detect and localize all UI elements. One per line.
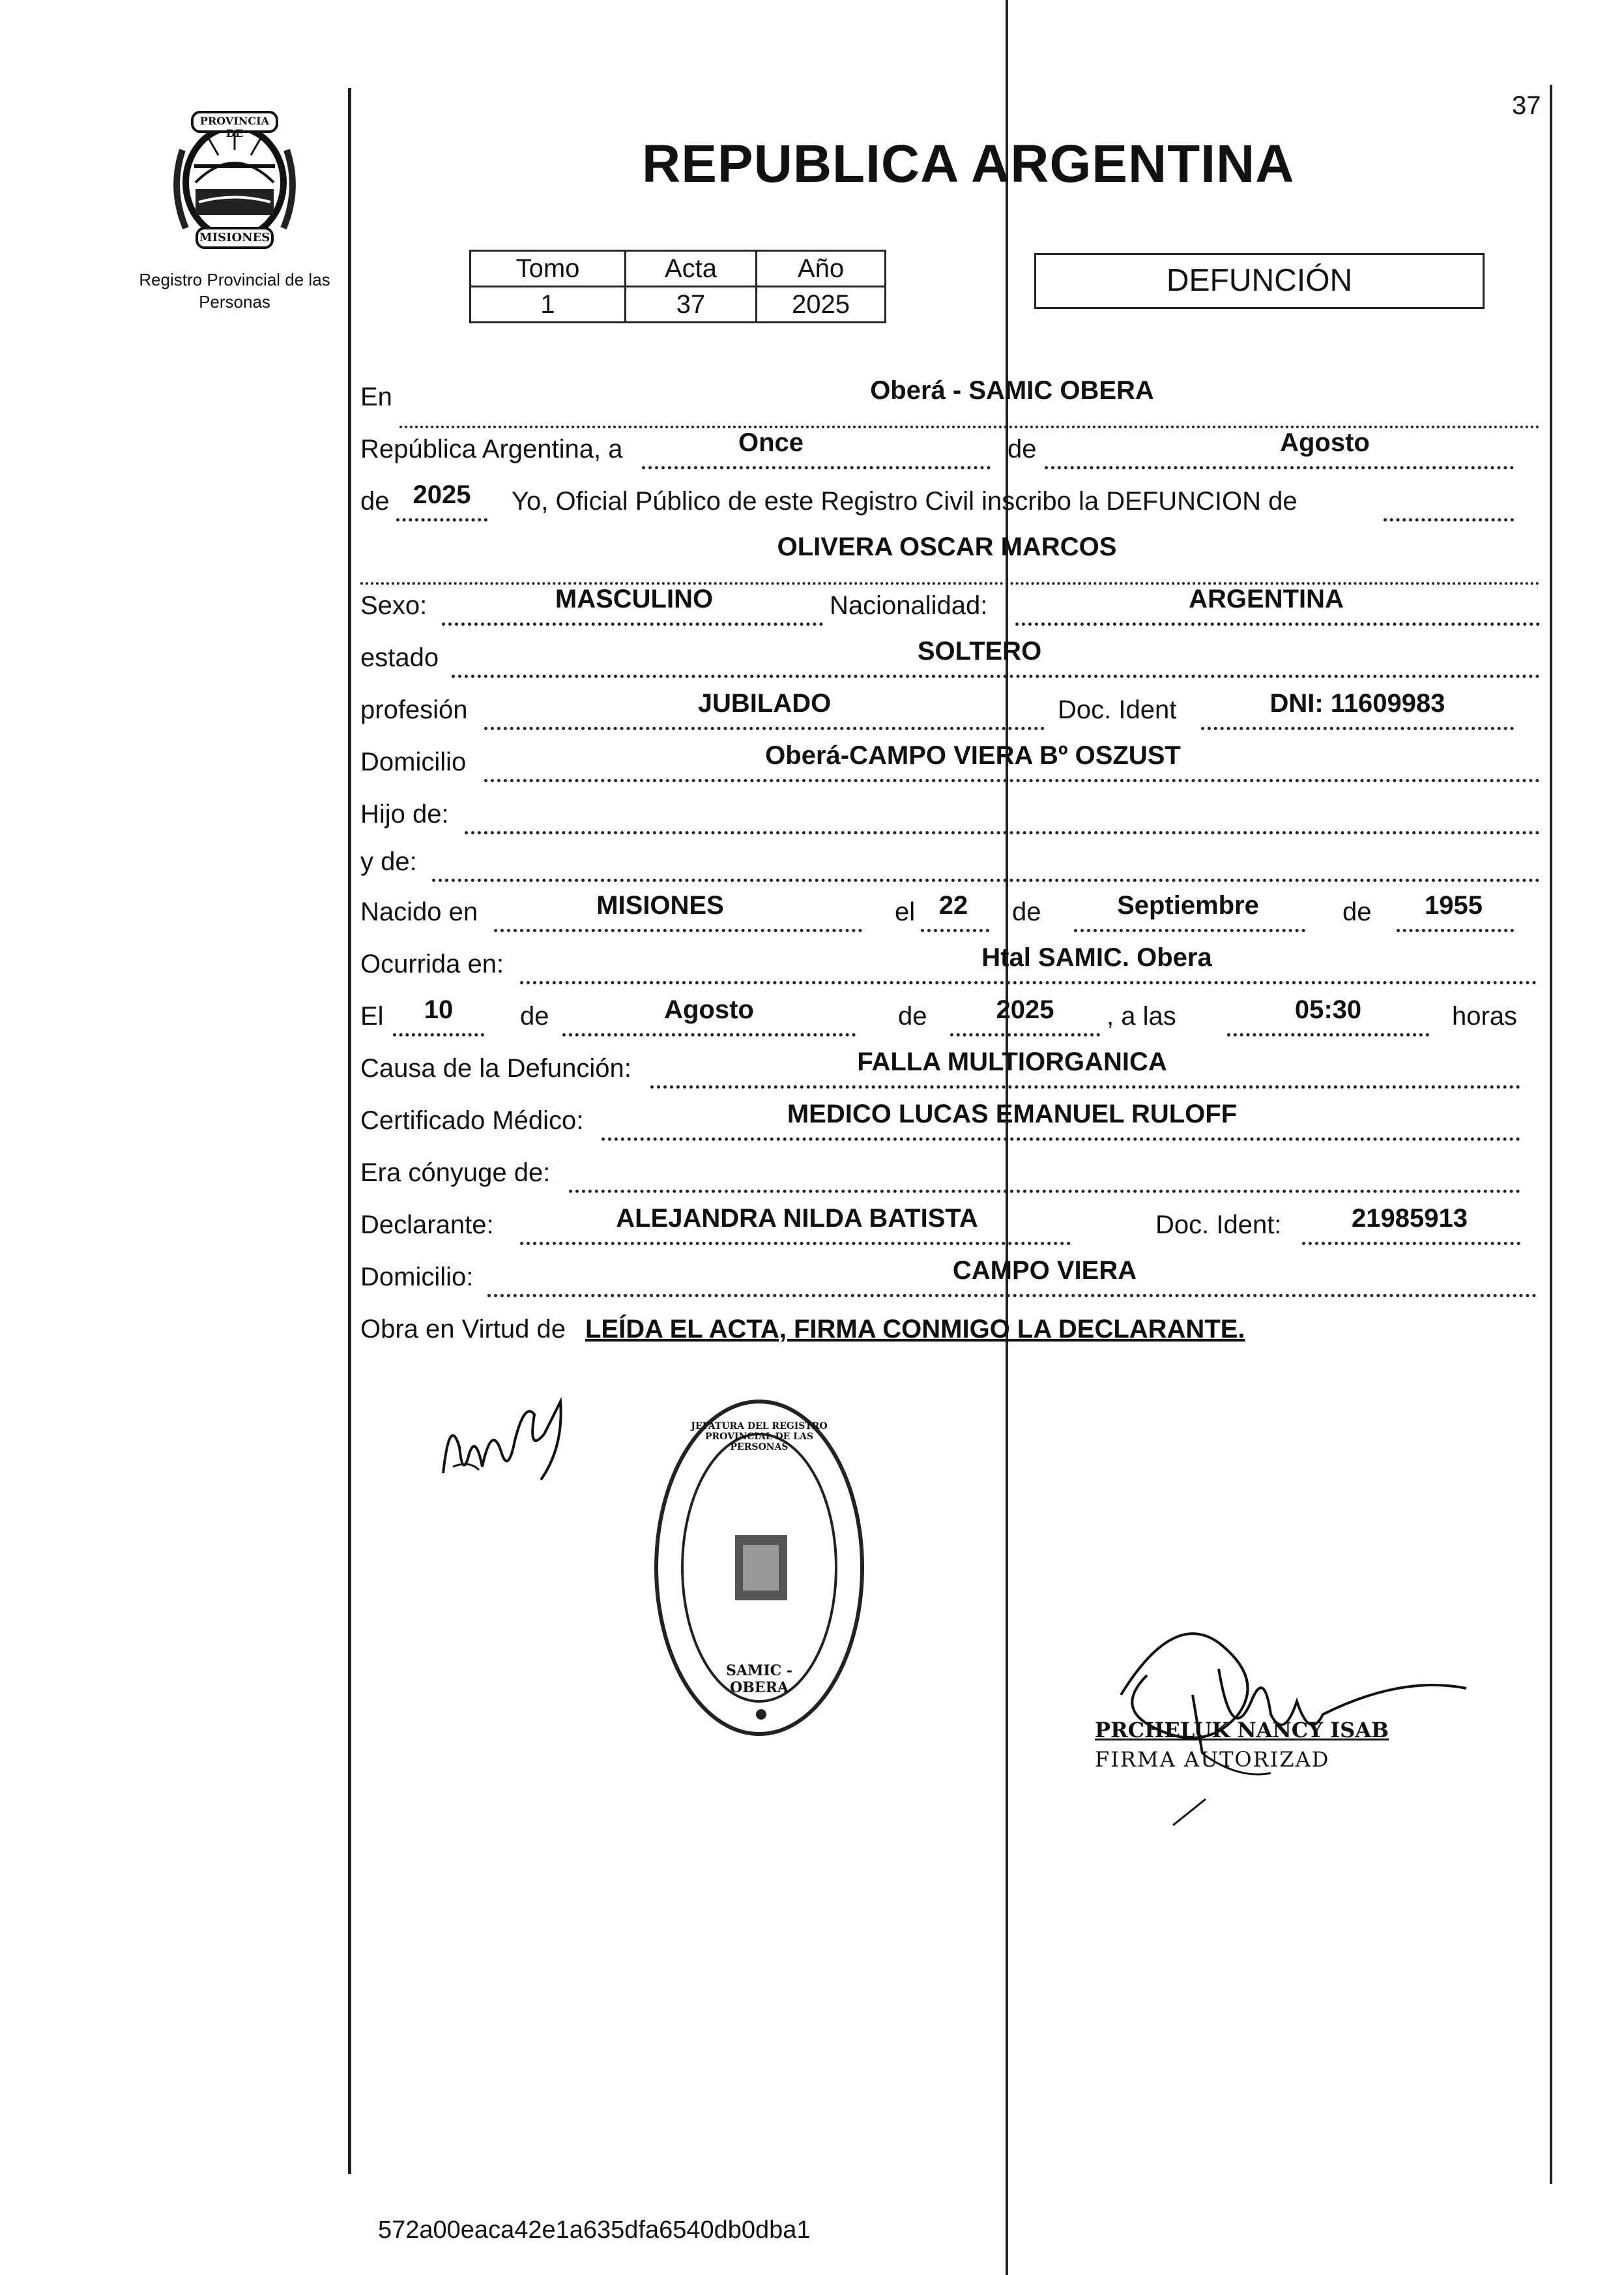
dotted-line <box>562 1033 856 1036</box>
signer-role: FIRMA AUTORIZAD <box>1095 1747 1330 1772</box>
label-nacido-en: Nacido en <box>360 898 478 926</box>
dotted-line <box>487 1294 1537 1297</box>
registry-value-row <box>471 287 886 323</box>
dotted-line <box>650 1085 1520 1089</box>
value-anio-defuncion: 2025 <box>996 995 1054 1024</box>
dotted-line <box>452 675 1540 678</box>
dotted-line <box>396 518 487 521</box>
province-seal-logo <box>156 104 313 254</box>
value-domicilio-declarante: CAMPO VIERA <box>952 1256 1137 1285</box>
value-hora: 05:30 <box>1294 995 1362 1024</box>
row-sexo <box>360 585 1540 637</box>
dotted-line <box>484 727 1045 730</box>
row-obra <box>360 1308 1540 1360</box>
document-hash: 572a00eaca42e1a635dfa6540db0dba1 <box>378 2216 811 2244</box>
value-anio: 2025 <box>413 480 471 509</box>
label-certificado: Certificado Médico: <box>360 1106 584 1135</box>
dotted-line <box>1397 929 1514 932</box>
label-el: El <box>360 1002 384 1031</box>
dotted-line <box>393 1033 484 1036</box>
value-certificado: MEDICO LUCAS EMANUEL RULOFF <box>787 1100 1238 1128</box>
row-en <box>360 376 1540 428</box>
dotted-line <box>1045 466 1514 469</box>
page-number: 37 <box>1512 91 1541 120</box>
row-profesion <box>360 689 1540 741</box>
registry-value-anio: 2025 <box>757 287 886 323</box>
value-mes-defuncion: Agosto <box>664 995 754 1024</box>
label-en: En <box>360 383 392 411</box>
value-obra: LEÍDA EL ACTA, FIRMA CONMIGO LA DECLARANTE. <box>585 1315 1245 1343</box>
label-doc-ident: Doc. Ident <box>1058 696 1177 724</box>
value-declarante-doc: 21985913 <box>1352 1204 1468 1233</box>
row-nacimiento <box>360 891 1540 943</box>
label-profesion: profesión <box>360 696 468 724</box>
official-signature <box>1075 1564 1479 1845</box>
label-declarante: Declarante: <box>360 1211 494 1239</box>
label-de: de <box>1012 898 1041 926</box>
label-hijo-de: Hijo de: <box>360 800 449 829</box>
registry-header-tomo: Tomo <box>471 251 626 287</box>
value-dia-nacimiento: 22 <box>938 891 968 920</box>
dotted-line <box>494 929 862 932</box>
registry-header-acta: Acta <box>626 251 757 287</box>
label-de: de <box>1008 435 1037 463</box>
inscribo-text: Yo, Oficial Público de este Registro Civil inscribo la DEFUNCION de <box>512 487 1298 516</box>
row-hijo-de <box>360 793 1540 845</box>
dotted-line <box>465 831 1540 834</box>
dotted-line <box>569 1190 1520 1193</box>
label-el: el <box>895 898 916 926</box>
registry-header-row <box>471 251 886 287</box>
value-dni: DNI: 11609983 <box>1269 689 1445 718</box>
row-declarante <box>360 1204 1540 1256</box>
value-lugar-nacimiento: MISIONES <box>596 891 724 920</box>
label-a-las: , a las <box>1107 1002 1176 1031</box>
label-estado: estado <box>360 643 439 672</box>
row-fecha <box>360 428 1540 480</box>
value-mes-nacimiento: Septiembre <box>1117 891 1259 920</box>
value-declarante: ALEJANDRA NILDA BATISTA <box>616 1204 978 1233</box>
act-type-box: DEFUNCIÓN <box>1034 253 1485 309</box>
row-certificado <box>360 1100 1540 1152</box>
value-anio-nacimiento: 1955 <box>1425 891 1483 920</box>
value-ocurrida: Htal SAMIC. Obera <box>981 943 1212 972</box>
value-lugar: Oberá - SAMIC OBERA <box>870 376 1154 405</box>
row-conyuge <box>360 1152 1540 1204</box>
dotted-line <box>921 929 989 932</box>
label-de: de <box>1342 898 1372 926</box>
dotted-line <box>1015 623 1540 626</box>
left-margin-line <box>348 88 351 2174</box>
row-causa <box>360 1048 1540 1100</box>
declarant-signature <box>430 1375 587 1506</box>
registry-table <box>469 250 886 323</box>
row-hora <box>360 995 1540 1048</box>
label-declarante-doc: Doc. Ident: <box>1155 1211 1282 1239</box>
row-anio-inscribo <box>360 480 1540 533</box>
label-conyuge: Era cónyuge de: <box>360 1158 551 1187</box>
row-domicilio <box>360 741 1540 793</box>
logo-caption: Registro Provincial de las Personas <box>139 270 330 312</box>
registry-header-anio: Año <box>757 251 886 287</box>
value-nombre: OLIVERA OSCAR MARCOS <box>777 533 1117 561</box>
dotted-line <box>950 1033 1100 1036</box>
label-domicilio: Domicilio: <box>360 1263 474 1291</box>
label-de: de <box>520 1002 549 1031</box>
page-title: REPUBLICA ARGENTINA <box>642 134 1295 194</box>
label-de: de <box>360 487 390 516</box>
dotted-line <box>1302 1242 1520 1245</box>
value-domicilio: Oberá-CAMPO VIERA Bº OSZUST <box>765 741 1181 770</box>
seal-bottom-text: MISIONES <box>199 231 270 244</box>
seal-top-text: PROVINCIA DE <box>199 115 270 139</box>
dotted-line <box>1074 929 1305 932</box>
registry-value-acta: 37 <box>626 287 757 323</box>
value-mes: Agosto <box>1280 428 1370 457</box>
stamp-inner-text: SAMIC - OBERA <box>726 1662 792 1696</box>
right-margin-line <box>1550 85 1552 2184</box>
label-nacionalidad: Nacionalidad: <box>830 591 988 620</box>
value-nacionalidad: ARGENTINA <box>1189 585 1344 613</box>
label-obra-en-virtud: Obra en Virtud de <box>360 1315 566 1343</box>
label-de: de <box>898 1002 927 1031</box>
registry-value-tomo: 1 <box>471 287 626 323</box>
dotted-line <box>1384 518 1514 521</box>
label-domicilio: Domicilio <box>360 748 467 776</box>
dotted-line <box>442 623 823 626</box>
row-y-de <box>360 841 1540 893</box>
row-estado <box>360 637 1540 689</box>
value-profesion: JUBILADO <box>697 689 832 718</box>
label-sexo: Sexo: <box>360 591 428 620</box>
value-sexo: MASCULINO <box>555 585 714 613</box>
dotted-line <box>1227 1033 1429 1036</box>
label-causa: Causa de la Defunción: <box>360 1054 631 1083</box>
dotted-line <box>432 879 1540 882</box>
row-ocurrida <box>360 943 1540 995</box>
row-domicilio-declarante <box>360 1256 1540 1308</box>
official-stamp <box>652 1395 867 1740</box>
label-republica: República Argentina, a <box>360 435 623 463</box>
label-y-de: y de: <box>360 847 417 876</box>
dotted-line <box>642 466 991 469</box>
dotted-line <box>1201 727 1514 730</box>
dotted-line <box>484 779 1540 782</box>
dotted-line <box>520 981 1537 984</box>
value-estado: SOLTERO <box>917 637 1042 666</box>
stamp-ring-text: JEFATURA DEL REGISTRO PROVINCIAL DE LAS PERSONAS <box>691 1421 828 1452</box>
value-causa: FALLA MULTIORGANICA <box>857 1048 1167 1076</box>
value-dia: Once <box>738 428 804 457</box>
signer-name: PRCHELUK NANCY ISAB <box>1095 1718 1389 1742</box>
row-nombre <box>360 533 1540 585</box>
label-ocurrida-en: Ocurrida en: <box>360 950 504 978</box>
value-dia-defuncion: 10 <box>424 995 454 1024</box>
dotted-line <box>520 1242 1071 1245</box>
dotted-line <box>602 1138 1520 1141</box>
label-horas: horas <box>1452 1002 1518 1031</box>
